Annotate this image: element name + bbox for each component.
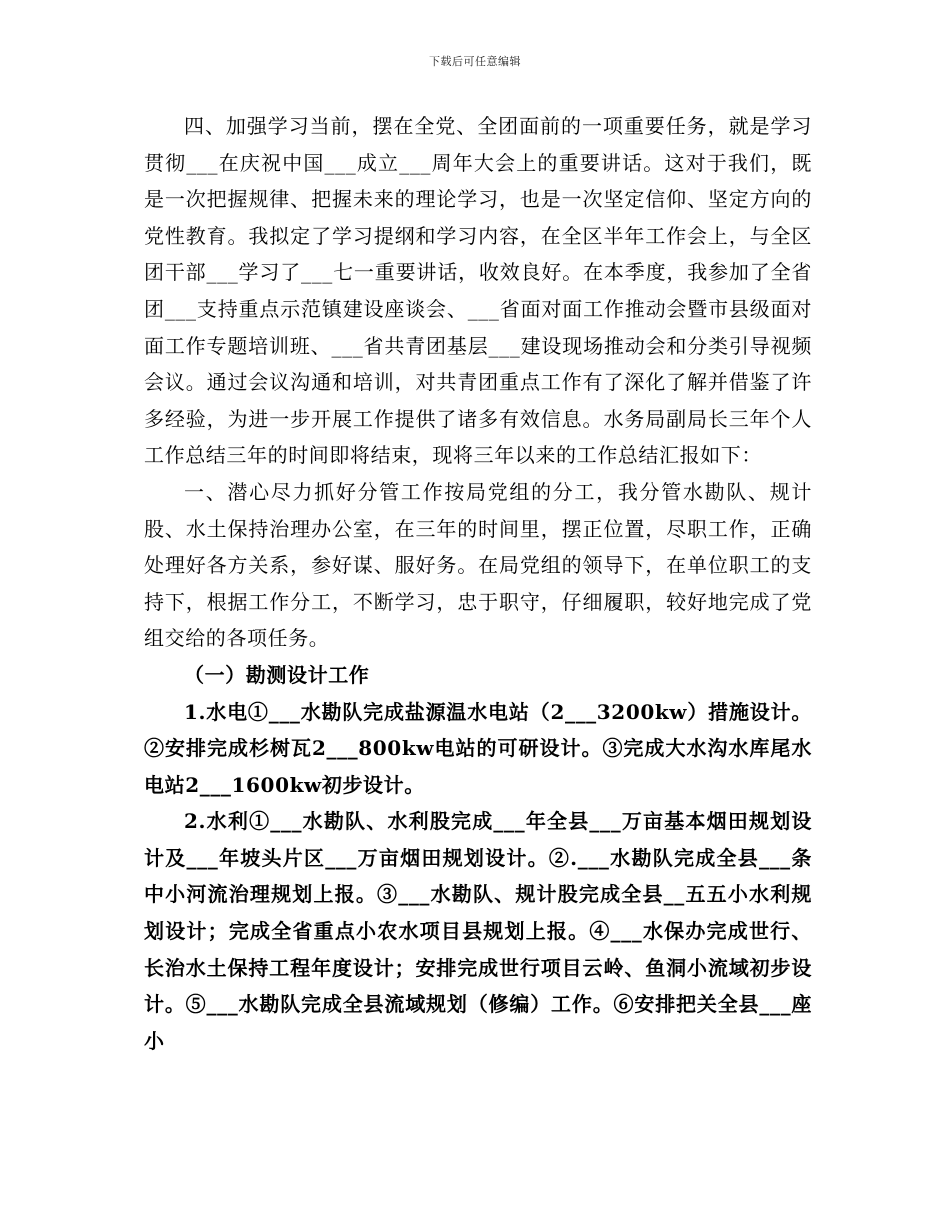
list-item-water-conservancy: 2.水利①___水勘队、水利股完成___年全县___万亩基本烟田规划设计及___年坡头片区___万亩烟田规划设计。②.___水勘队完成全县___条中小河流治理规划上报。③___水勘队、规计股完成全县__五五小水利规划设计；完成全省重点小农水项目县规划上报。④___水保办完成世行、长治水土保持工程年度设计；安排完成世行项目云岭、鱼洞小流域初步设计。⑤___水勘队完成全县流域规划（修编）工作。⑥安排把关全县___座小 xyxy=(144,809,812,1053)
list-item-hydropower: 1.水电①___水勘队完成盐源温水电站（2___3200kw）措施设计。②安排完成杉树瓦2___800kw电站的可研设计。③完成大水沟水库尾水电站2___1600kw初步设计。 xyxy=(144,699,812,797)
paragraph-study: 四、加强学习当前，摆在全党、全团面前的一项重要任务，就是学习贯彻___在庆祝中国___成立___周年大会上的重要讲话。这对于我们，既是一次把握规律、把握未来的理论学习，也是一次坚定信仰、坚定方向的党性教育。我拟定了学习提纲和学习内容，在全区半年工作会上，与全区团干部___学习了___七一重要讲话，收效良好。在本季度，我参加了全省团___支持重点示范镇建设座谈会、___省面对面工作推动会暨市县级面对面工作专题培训班、___省共青团基层___建设现场推动会和分类引导视频会议。通过会议沟通和培训，对共青团重点工作有了深化了解并借鉴了许多经验，为进一步开展工作提供了诸多有效信息。水务局副局长三年个人工作总结三年的时间即将结束，现将三年以来的工作总结汇报如下： xyxy=(144,114,812,468)
paragraph-duties: 一、潜心尽力抓好分管工作按局党组的分工，我分管水勘队、规计股、水土保持治理办公室，在三年的时间里，摆正位置，尽职工作，正确处理好各方关系，参好谋、服好务。在局党组的领导下，在单位职工的支持下，根据工作分工，不断学习，忠于职守，仔细履职，较好地完成了党组交给的各项任务。 xyxy=(144,479,812,651)
page-header: 下载后可任意编辑 xyxy=(429,55,521,68)
document-body xyxy=(144,108,812,1059)
section-heading: （一）勘测设计工作 xyxy=(184,662,370,687)
